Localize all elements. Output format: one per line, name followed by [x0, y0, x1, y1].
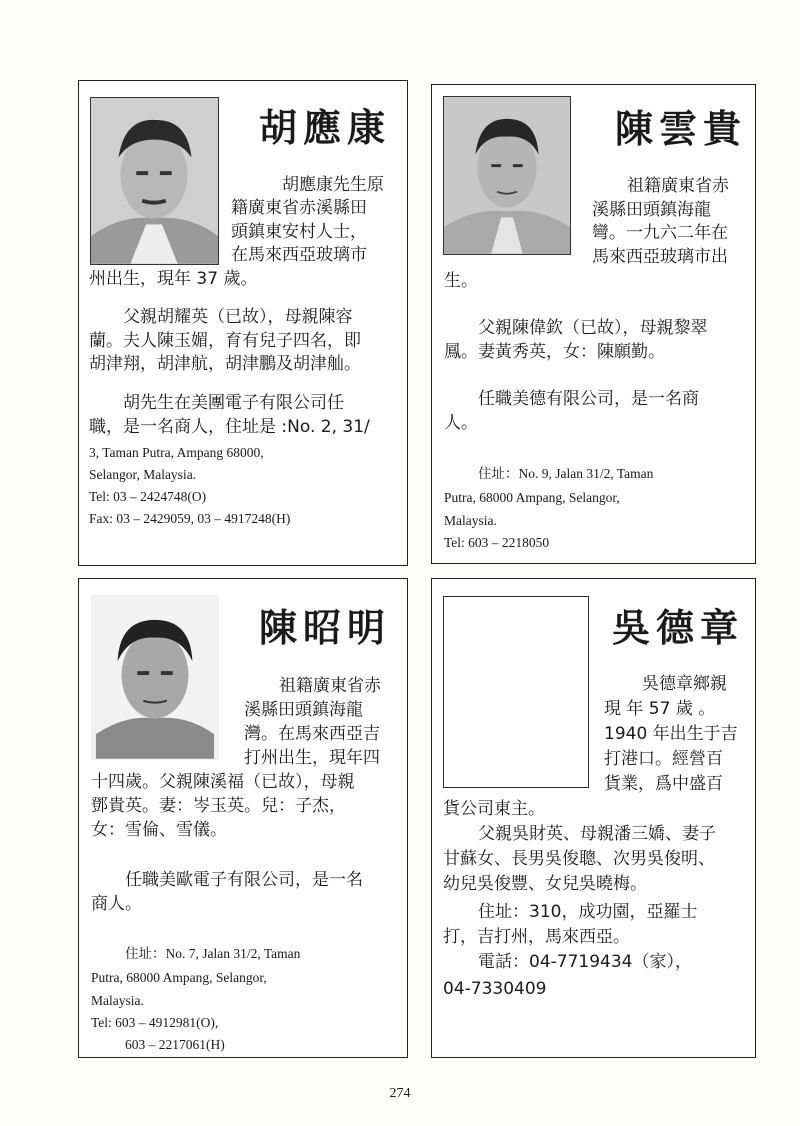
bio-line: 貨業，爲中盛百: [604, 774, 723, 794]
bio-line: 溪縣田頭鎮海龍: [244, 700, 363, 720]
address-line: 住址：310，成功園，亞羅士: [478, 902, 698, 922]
bio-line: 馬來西亞玻璃市出: [592, 247, 728, 267]
job-line: 任職美德有限公司，是一名商: [478, 389, 699, 409]
portrait-illustration: [91, 98, 218, 264]
person-name: 陳雲貴: [615, 106, 748, 151]
job-line: 商人。: [91, 894, 142, 914]
family-line: 十四歲。父親陳溪福（已故），母親: [91, 772, 355, 792]
address-line: 住址：No. 7, Jalan 31/2, Taman: [125, 946, 301, 961]
bio-line: 胡應康先生原: [282, 175, 384, 195]
family-line: 甘蘇女、長男吳俊聰、次男吳俊明、: [443, 849, 715, 869]
address-line: Putra, 68000 Ampang, Selangor,: [91, 970, 267, 985]
family-line: 胡津翔，胡津航，胡津鵬及胡津舢。: [89, 354, 361, 374]
bio-line: 祖籍廣東省赤: [627, 176, 729, 196]
address-line: Putra, 68000 Ampang, Selangor,: [444, 490, 620, 505]
bio-line: 貨公司東主。: [443, 799, 545, 819]
family-line: 父親吳財英、母親潘三嬌、妻子: [478, 824, 716, 844]
bio-line: 籍廣東省赤溪縣田: [231, 198, 367, 218]
bio-line: 溪縣田頭鎮海龍: [592, 200, 711, 220]
bio-line: 現 年 57 歲 。: [604, 699, 716, 719]
phone-line: 電話：04-7719434（家），: [478, 952, 692, 972]
bio-line: 頭鎮東安村人士，: [231, 222, 367, 242]
phone-line: 603 – 2217061(H): [125, 1037, 225, 1052]
bio-line: 打港口。經營百: [604, 749, 723, 769]
phone-line: 04-7330409: [443, 979, 547, 999]
person-name: 胡應康: [259, 105, 392, 150]
bio-line: 在馬來西亞玻璃市: [231, 245, 367, 265]
bio-line: 打州出生，現年四: [244, 748, 380, 768]
family-line: 父親胡耀英（已故），母親陳容: [123, 307, 353, 327]
portrait-photo: [443, 96, 571, 255]
phone-line: Tel: 03 – 2424748(O): [89, 489, 207, 504]
phone-line: Tel: 603 – 4912981(O),: [91, 1015, 219, 1030]
person-name: 陳昭明: [259, 605, 392, 650]
address-line: Malaysia.: [91, 993, 144, 1008]
bio-line: 祖籍廣東省赤: [279, 676, 381, 696]
fax-line: Fax: 03 – 2429059, 03 – 4917248(H): [89, 511, 291, 526]
bio-line: 彎。一九六二年在: [592, 223, 728, 243]
person-name: 吳德章: [612, 605, 745, 650]
portrait-illustration: [444, 97, 570, 254]
bio-line: 1940 年出生于吉: [604, 724, 738, 744]
page-number: 274: [389, 1086, 411, 1101]
bio-line: 灣。在馬來西亞吉: [244, 724, 380, 744]
profile-card-4: [431, 578, 756, 1058]
photo-placeholder: [443, 596, 589, 788]
bio-line: 生。: [444, 271, 478, 291]
job-line: 胡先生在美團電子有限公司任: [123, 393, 344, 413]
address-line: Malaysia.: [444, 513, 497, 528]
portrait-illustration: [92, 596, 218, 759]
family-line: 幼兒吳俊豐、女兒吳曉梅。: [443, 874, 647, 894]
bio-line: 州出生，現年 37 歲。: [89, 269, 258, 289]
profile-card-3: [78, 578, 408, 1058]
portrait-photo: [90, 97, 219, 265]
address-line: 住址：No. 9, Jalan 31/2, Taman: [478, 466, 654, 481]
address-line: Selangor, Malaysia.: [89, 467, 197, 482]
profile-card-1: [78, 80, 408, 566]
address-line: 3, Taman Putra, Ampang 68000,: [89, 445, 264, 460]
bio-line: 吳德章鄉親: [642, 674, 727, 694]
family-line: 鄧貴英。妻：岑玉英。兒：子杰，: [91, 796, 346, 816]
job-line: 人。: [444, 413, 478, 433]
profile-card-2: [431, 84, 756, 564]
portrait-photo: [91, 595, 219, 760]
job-line: 職，是一名商人，住址是 :No. 2, 31/: [89, 417, 370, 437]
family-line: 女：雪倫、雪儀。: [91, 820, 227, 840]
family-line: 父親陳偉欽（已故），母親黎翠: [478, 318, 708, 338]
phone-line: Tel: 603 – 2218050: [444, 535, 550, 550]
job-line: 任職美歐電子有限公司，是一名: [125, 870, 363, 890]
family-line: 蘭。夫人陳玉媚，育有兒子四名，即: [89, 331, 361, 351]
family-line: 鳳。妻黃秀英，女：陳願勤。: [444, 342, 665, 362]
address-line: 打，吉打州，馬來西亞。: [443, 927, 630, 947]
